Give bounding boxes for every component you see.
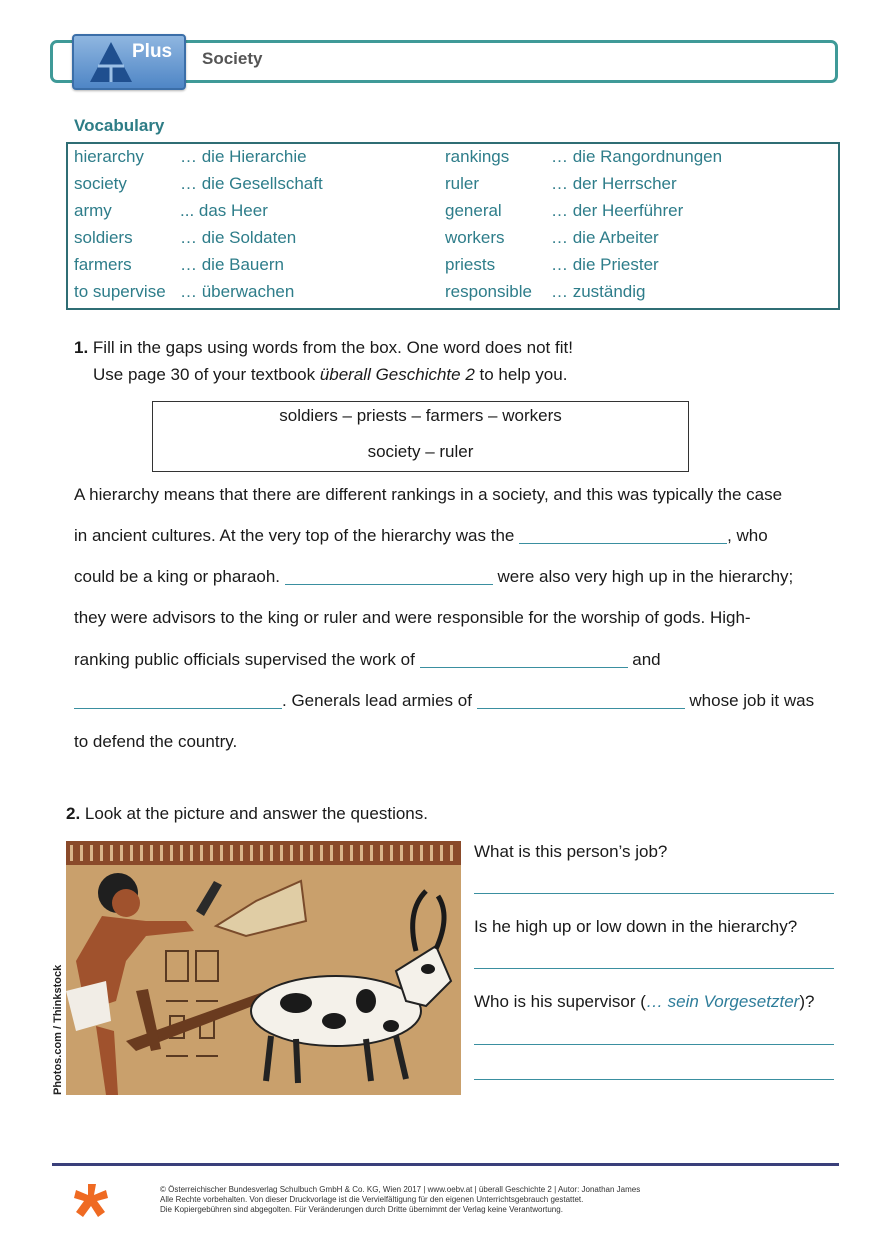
vocab-translation: … die Gesellschaft [180,174,323,193]
paragraph-line: . Generals lead armies of whose job it was [74,691,814,711]
vocab-translation: … die Rangordnungen [551,147,723,166]
vocab-item: ruler [445,174,480,193]
vocab-translation: … die Hierarchie [180,147,307,166]
vocab-translation: … überwachen [180,282,295,301]
vocab-translation: … der Herrscher [551,174,677,193]
page-title: Society [202,49,263,68]
egyptian-farmer-picture [66,841,461,1095]
pyramid-icon [88,40,134,84]
paragraph-line: could be a king or pharaoh. were also very high up in the hierarchy; [74,567,794,586]
vocab-translation: … die Soldaten [180,228,297,247]
task1-number: 1. [74,338,89,357]
vocabulary-box [66,142,840,310]
task2-instruction: 2. Look at the picture and answer the questions. [66,804,428,823]
task1-instruction: 1. Fill in the gaps using words from the box. One word does not fit! [74,338,573,357]
vocab-translation: … der Heerführer [551,201,684,220]
vocabulary-heading: Vocabulary [74,116,165,135]
vocab-item: soldiers [74,228,133,247]
task1-instruction-2: Use page 30 of your textbook überall Geschichte 2 to help you. [93,365,568,384]
gap-input[interactable] [519,526,727,544]
vocab-translation: … zuständig [551,282,646,301]
answer-line[interactable] [474,893,834,894]
paragraph-line: in ancient cultures. At the very top of the hierarchy was the , who [74,526,768,545]
vocab-translation: … die Priester [551,255,659,274]
question-3: Who is his supervisor (… sein Vorgesetzter)? [474,992,815,1011]
supervisor-hint: … sein Vorgesetzter [645,992,800,1011]
vocab-item: army [74,201,112,220]
vocab-item: workers [445,228,505,247]
gap-input[interactable] [420,650,628,668]
vocab-translation: ... das Heer [180,201,268,220]
vocab-translation: … die Arbeiter [551,228,659,247]
question-2: Is he high up or low down in the hierarchy? [474,917,798,936]
paragraph-line: ranking public officials supervised the work of and [74,650,661,669]
question-1: What is this person’s job? [474,842,668,861]
publisher-logo-icon [72,1182,110,1220]
copyright-notice: © Österreichischer Bundesverlag Schulbuch GmbH & Co. KG, Wien 2017 | www.oebv.at | überall Geschichte 2 | Autor: Jonathan James Alle Rechte vorbehalten. Von dieser Druckvorlage ist die Vervielfältigung für den eigenen Unterrichtsgebrauch gestattet. Die Kopiergebühren sind abgegolten. Für Veränderungen durch Dritte übernimmt der Verlag keine Verantwortung. [160,1185,641,1214]
vocab-item: farmers [74,255,132,274]
paragraph-line: A hierarchy means that there are different rankings in a society, and this was typically the case [74,485,783,504]
paragraph-line: to defend the country. [74,732,238,751]
vocab-item: hierarchy [74,147,144,166]
photo-credit: Photos.com / Thinkstock [52,964,64,1095]
answer-line[interactable] [474,1079,834,1080]
vocab-item: rankings [445,147,510,166]
book-title: überall Geschichte 2 [319,365,475,384]
word-box-line: soldiers – priests – farmers – workers [279,406,562,425]
answer-line[interactable] [474,968,834,969]
vocab-translation: … die Bauern [180,255,284,274]
gap-input[interactable] [74,691,282,709]
footer-divider [52,1163,839,1166]
task2-number: 2. [66,804,81,823]
paragraph-line: they were advisors to the king or ruler and were responsible for the worship of gods. High- [74,608,751,627]
gap-input[interactable] [477,691,685,709]
vocab-item: to supervise [74,282,166,301]
gap-input[interactable] [285,567,493,585]
vocab-item: general [445,201,502,220]
plus-logo [72,34,186,90]
word-box [152,401,689,472]
vocab-item: priests [445,255,496,274]
vocab-item: society [74,174,127,193]
logo-text: Plus [132,41,173,62]
vocab-item: responsible [445,282,532,301]
word-box-line: society – ruler [367,442,474,461]
answer-line[interactable] [474,1044,834,1045]
